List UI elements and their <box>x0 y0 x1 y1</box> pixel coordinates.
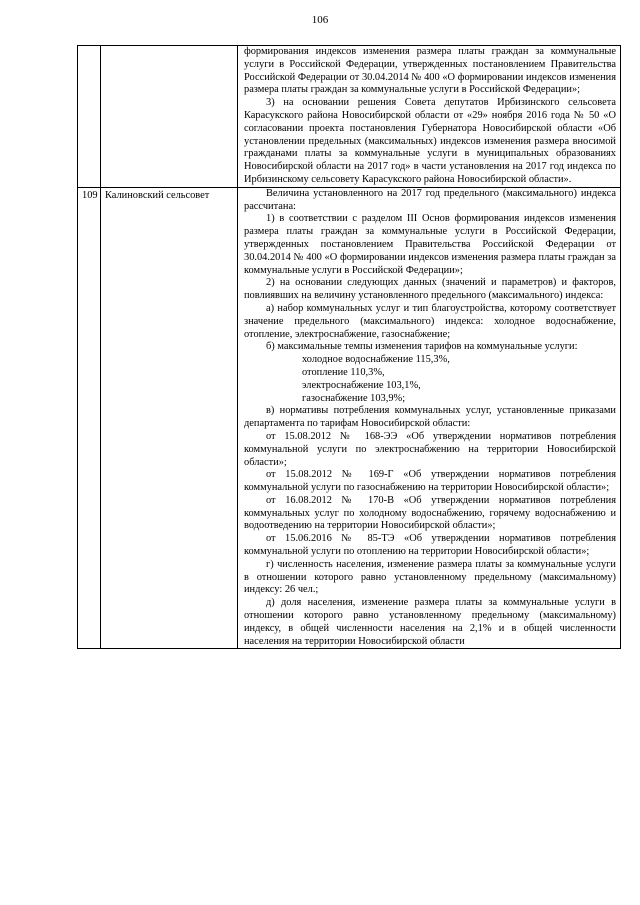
municipality-name <box>101 46 237 48</box>
tariff-item: холодное водоснабжение 115,3%, <box>302 354 450 366</box>
tariff-item: газоснабжение 103,9%; <box>302 392 406 404</box>
tariff-item: электроснабжение 103,1%, <box>302 379 421 391</box>
document-table <box>77 45 621 649</box>
paragraph: от 15.08.2012 № 169-Г «Об утверждении нормативов потребления коммунальной услуги по газоснабжению на территории Новосибирской области»; <box>244 469 616 494</box>
paragraph: формирования индексов изменения размера платы граждан за коммунальные услуги в Российской Федерации, утвержденных постановлением Правительства Российской Федерации от 30.04.2014 № 400 «О формировании индексов изменения размера платы граждан за коммунальные услуги в Российской Федерации»; <box>244 46 616 96</box>
description-cell <box>238 187 621 649</box>
tariff-item: отопление 110,3%, <box>302 366 385 378</box>
paragraph: от 15.06.2016 № 85-ТЭ «Об утверждении нормативов потребления коммунальной услуги по отоплению на территории Новосибирской области»; <box>244 533 616 558</box>
paragraph: 3) на основании решения Совета депутатов Ирбизинского сельсовета Карасукского района Новосибирской области от «29» ноября 2016 года № 50 «О согласовании проекта постановления Губернатора Новосибирской области «Об установлении предельных (максимальных) индексов изменения размера вносимой гражданами платы за коммунальные услуги в муниципальных образованиях Новосибирской области на 2017 год» в части установления на 2017 год индекса по Ирбизинскому сельсовету Карасукского района Новосибирской области». <box>244 97 616 185</box>
municipality-name: Калиновский сельсовет <box>105 189 210 201</box>
row-number: 109 <box>82 189 98 201</box>
table-row <box>78 46 621 188</box>
paragraph: 1) в соответствии с разделом III Основ формирования индексов изменения размера платы граждан за коммунальные услуги в Российской Федерации, утвержденных постановлением Правительства Российской Федерации от 30.04.2014 № 400 «О формировании индексов изменения размера платы граждан за коммунальные услуги в Российской Федерации»; <box>244 213 616 276</box>
paragraph: 2) на основании следующих данных (значений и параметров) и факторов, повлиявших на величину установленного предельного (максимального) индекса: <box>244 277 616 302</box>
description-cell <box>238 46 621 188</box>
paragraph: от 15.08.2012 № 168-ЭЭ «Об утверждении нормативов потребления коммунальной услуги по электроснабжению на территории Новосибирской области»; <box>244 430 616 468</box>
paragraph: а) набор коммунальных услуг и тип благоустройства, которому соответствует значение предельного (максимального) индекса: холодное водоснабжение, отопление, электроснабжение, газоснабжение; <box>244 302 616 340</box>
paragraph: от 16.08.2012 № 170-В «Об утверждении нормативов потребления коммунальных услуг по холодному водоснабжению, горячему водоснабжению и водоотведению на территории Новосибирской области»; <box>244 494 616 532</box>
row-number-cell <box>78 187 101 649</box>
paragraph: д) доля населения, изменение размера платы за коммунальные услуги в отношении которого равно установленному предельному (максимальному) индексу, в общей численности населения на 2,1% и в общей численности населения на территории Новосибирской области <box>244 597 616 647</box>
paragraph: б) максимальные темпы изменения тарифов на коммунальные услуги: <box>266 341 578 353</box>
municipality-cell <box>101 187 238 649</box>
page-number: 106 <box>311 14 329 26</box>
paragraph: Величина установленного на 2017 год предельного (максимального) индекса рассчитана: <box>244 187 616 212</box>
paragraph: в) нормативы потребления коммунальных услуг, установленные приказами департамента по тарифам Новосибирской области: <box>244 405 616 430</box>
row-number <box>78 46 100 48</box>
municipality-cell <box>101 46 238 188</box>
row-number-cell <box>78 46 101 188</box>
paragraph: г) численность населения, изменение размера платы за коммунальные услуги в отношении которого равно установленному предельному (максимальному) индексу: 26 чел.; <box>244 558 616 596</box>
table-row <box>78 187 621 649</box>
